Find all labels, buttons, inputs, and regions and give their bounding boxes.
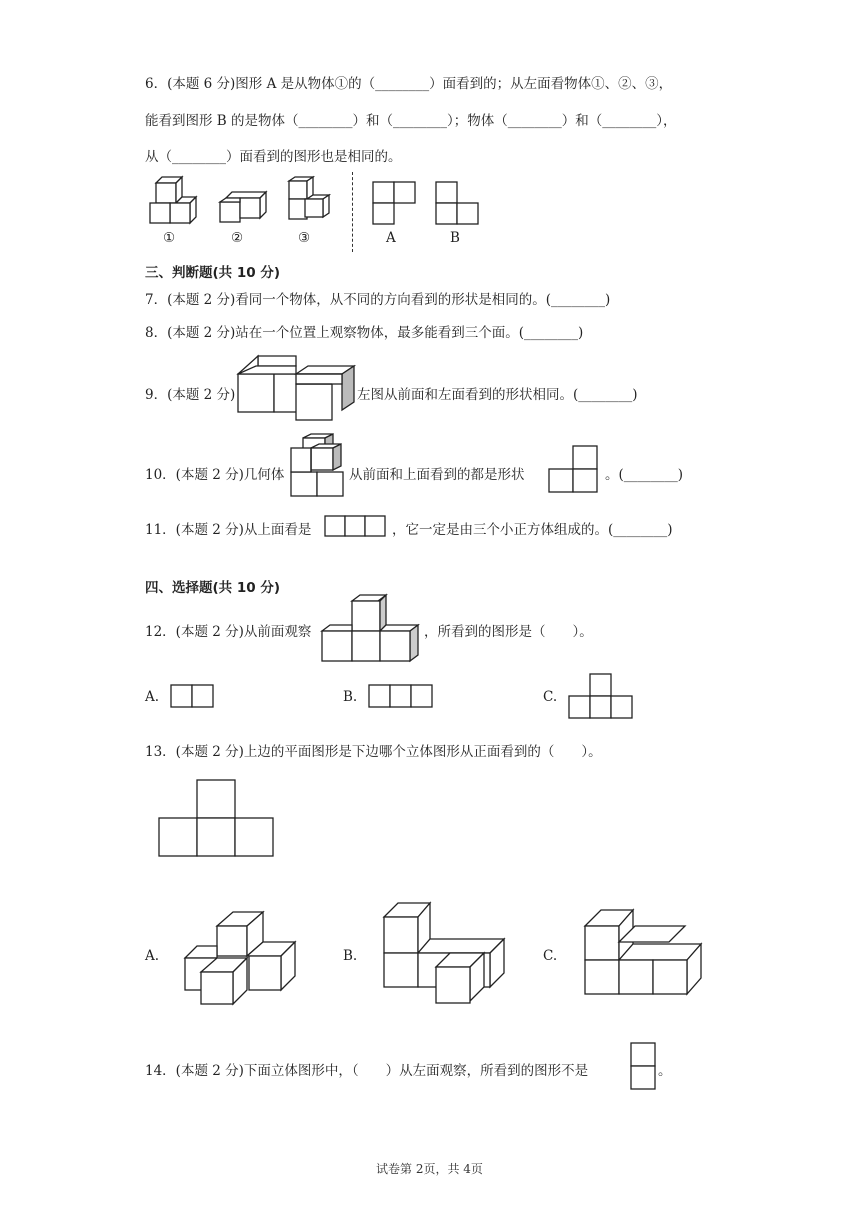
q12-option-b-label[interactable]: B. <box>343 689 358 705</box>
q7-text: 7．(本题 2 分)看同一个物体，从不同的方向看到的形状是相同的。(________) <box>145 292 611 308</box>
q13-option-c-label[interactable]: C. <box>543 948 558 964</box>
q12-option-a-shape <box>169 683 215 709</box>
q12-option-c-label[interactable]: C. <box>543 689 558 705</box>
q6-label-3: ③ <box>298 230 311 246</box>
q6-label-2: ② <box>231 230 244 246</box>
q14-prefix: 14．(本题 2 分)下面立体图形中，（ ）从左面观察，所看到的图形不是 <box>145 1063 589 1079</box>
section4-title: 四、选择题(共 10 分) <box>145 580 281 596</box>
q6-label-a: A <box>386 230 396 246</box>
q13-text: 13．(本题 2 分)上边的平面图形是下边哪个立体图形从正面看到的（ ）。 <box>145 744 602 760</box>
q6-label-b: B <box>450 230 460 246</box>
q13-option-b-label[interactable]: B. <box>343 948 358 964</box>
q8-text: 8．(本题 2 分)站在一个位置上观察物体，最多能看到三个面。(________) <box>145 325 584 341</box>
q13-option-b-object <box>380 901 506 1009</box>
q6-object-1 <box>148 175 203 230</box>
q10-suffix: 。(________) <box>605 467 684 483</box>
q6-object-2 <box>218 190 273 230</box>
q6-figure-a <box>372 181 417 226</box>
q11-suffix: ，它一定是由三个小正方体组成的。(________) <box>392 522 673 538</box>
q13-option-a-object <box>183 910 299 1010</box>
q12-option-c-shape <box>567 672 635 720</box>
q13-front-view <box>157 778 277 860</box>
q11-shape <box>323 514 387 538</box>
q14-shape <box>629 1041 657 1091</box>
q12-object <box>320 593 426 663</box>
q10-shape <box>547 445 599 493</box>
q12-option-b-shape <box>367 683 435 709</box>
q9-prefix: 9．(本题 2 分) <box>145 387 236 403</box>
q6-line3: 从（________）面看到的图形也是相同的。 <box>145 149 402 165</box>
q10-object <box>289 434 349 500</box>
q6-figure-b <box>435 181 480 226</box>
section3-title: 三、判断题(共 10 分) <box>145 265 281 281</box>
q9-suffix: 左图从前面和左面看到的形状相同。(________) <box>357 387 638 403</box>
q11-prefix: 11．(本题 2 分)从上面看是 <box>145 522 312 538</box>
q13-option-a-label[interactable]: A. <box>145 948 160 964</box>
q6-divider <box>352 172 353 252</box>
q12-prefix: 12．(本题 2 分)从前面观察 <box>145 624 312 640</box>
q9-object <box>236 354 358 416</box>
q10-prefix: 10．(本题 2 分)几何体 <box>145 467 285 483</box>
page-footer: 试卷第 2页，共 4页 <box>376 1162 483 1176</box>
q12-option-a-label[interactable]: A. <box>145 689 160 705</box>
q14-suffix: 。 <box>658 1063 672 1079</box>
q6-label-1: ① <box>163 230 176 246</box>
q6-line1: 6．(本题 6 分)图形 A 是从物体①的（________）面看到的；从左面看物体①、②、③， <box>145 76 673 92</box>
q13-option-c-object <box>583 908 707 1000</box>
q6-object-3 <box>285 175 340 230</box>
q6-line2: 能看到图形 B 的是物体（________）和（________）；物体（________）和（________）， <box>145 113 677 129</box>
q10-middle: 从前面和上面看到的都是形状 <box>349 467 525 483</box>
q12-suffix: ，所看到的图形是（ ）。 <box>424 624 593 640</box>
